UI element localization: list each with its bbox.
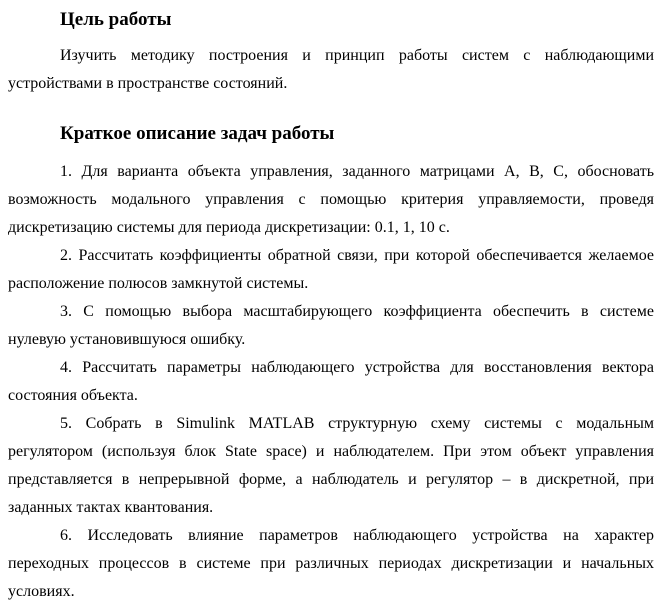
tasks-heading: Краткое описание задач работы [60, 123, 335, 144]
task-item-4: 4. Рассчитать параметры наблюдающего устройства для восстановления вектора состояния объекта. [8, 359, 654, 404]
goal-paragraph: Изучить методику построения и принцип работы систем с наблюдающими устройствами в пространстве состояний. [8, 47, 654, 92]
task-item-6: 6. Исследовать влияние параметров наблюдающего устройства на характер переходных процессов в системе при различных периодах дискретизации и начальных условиях. [8, 527, 654, 600]
document-page [8, 0, 654, 606]
goal-heading: Цель работы [60, 9, 172, 30]
tasks-list [8, 158, 654, 606]
task-item-5: 5. Собрать в Simulink MATLAB структурную схему системы с модальным регулятором (используя блок State space) и наблюдателем. При этом объект управления представляется в непрерывной форме, а наблюдатель и регулятор – в дискретной, при заданных тактах квантования. [8, 415, 654, 516]
task-item-2: 2. Рассчитать коэффициенты обратной связи, при которой обеспечивается желаемое расположение полюсов замкнутой системы. [8, 247, 654, 292]
task-item-1: 1. Для варианта объекта управления, заданного матрицами A, B, C, обосновать возможность модального управления с помощью критерия управляемости, проведя дискретизацию системы для периода дискретизации: 0.1, 1, 10 с. [8, 163, 654, 236]
task-item-3: 3. С помощью выбора масштабирующего коэффициента обеспечить в системе нулевую установившуюся ошибку. [8, 303, 654, 348]
